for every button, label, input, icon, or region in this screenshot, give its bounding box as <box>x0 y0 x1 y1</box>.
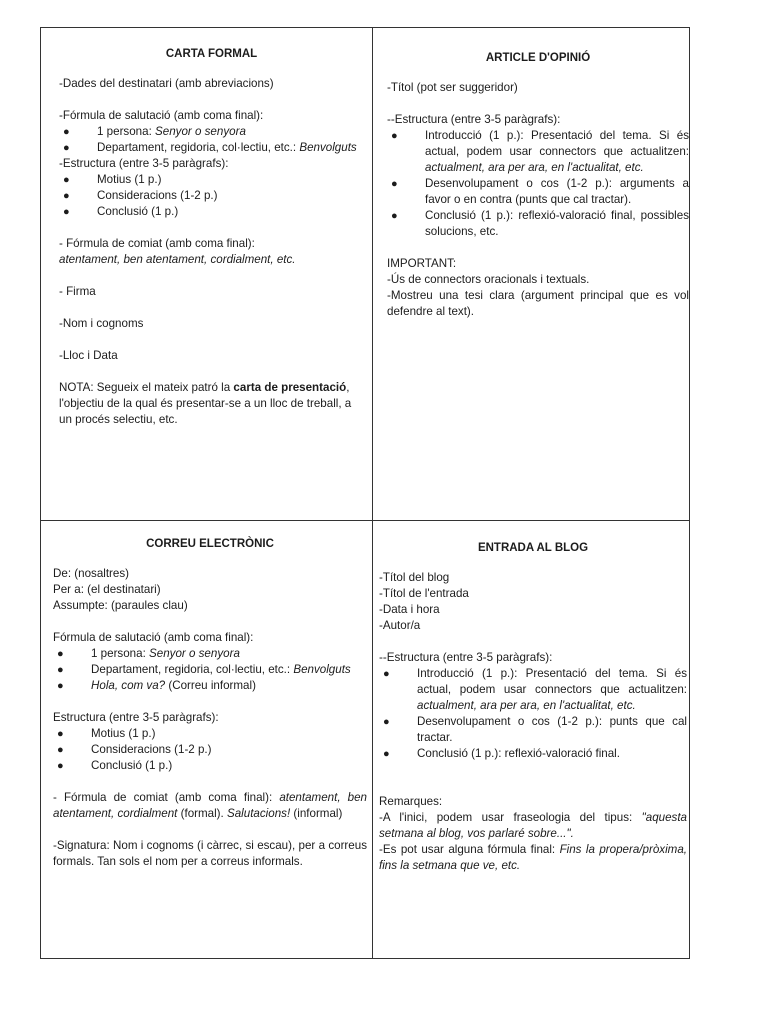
list-item: ● Consideracions (1-2 p.) <box>53 742 367 758</box>
formula-salutacio-label: Fórmula de salutació (amb coma final): <box>53 631 254 644</box>
titol-line: -Títol (pot ser suggeridor) <box>387 81 518 94</box>
comiat-paragraph: - Fórmula de comiat (amb coma final): atentament, ben atentament, cordialment (formal). Salutacions! (informal) <box>53 791 367 820</box>
remarques-label: Remarques: <box>379 795 443 808</box>
important-line: -Mostreu una tesi clara (argument principal que es vol defendre al text). <box>387 289 689 318</box>
list-item: ● Introducció (1 p.): Presentació del tema. Si és actual, podem usar connectors que actualitzen: actualment, ara per ara, en l'actualitat, etc. <box>379 666 687 714</box>
estructura-label: --Estructura (entre 3-5 paràgrafs): <box>379 651 553 664</box>
list-item: ● Introducció (1 p.): Presentació del tema. Si és actual, podem usar connectors que actualitzen: actualment, ara per ara, en l'actualitat, etc. <box>387 128 689 176</box>
entrada-blog-section <box>379 540 687 874</box>
comiat-examples: atentament, ben atentament, cordialment, etc. <box>59 253 296 266</box>
salutacio-list <box>59 124 364 156</box>
estructura-label: --Estructura (entre 3-5 paràgrafs): <box>387 113 561 126</box>
list-item: ● Hola, com va? (Correu informal) <box>53 678 367 694</box>
list-item: ● Conclusió (1 p.) <box>59 204 364 220</box>
comiat-label: - Fórmula de comiat (amb coma final): <box>59 237 255 250</box>
formula-salutacio-label: -Fórmula de salutació (amb coma final): <box>59 109 264 122</box>
per-line: Per a: (el destinatari) <box>53 583 161 596</box>
correu-electronic-section <box>53 536 367 870</box>
header-line: -Títol del blog <box>379 571 450 584</box>
estructura-list <box>53 726 367 774</box>
correu-electronic-title: CORREU ELECTRÒNIC <box>146 538 274 550</box>
document-sheet <box>40 27 690 959</box>
estructura-label: Estructura (entre 3-5 paràgrafs): <box>53 711 219 724</box>
carta-formal-section <box>59 46 364 428</box>
article-opinio-section <box>387 50 689 320</box>
nom-line: -Nom i cognoms <box>59 317 144 330</box>
list-item: ● Conclusió (1 p.): reflexió-valoració final. <box>379 746 687 762</box>
list-item: ● Consideracions (1-2 p.) <box>59 188 364 204</box>
header-line: -Autor/a <box>379 619 421 632</box>
vertical-divider <box>372 28 373 958</box>
list-item: ● Motius (1 p.) <box>59 172 364 188</box>
entrada-blog-title: ENTRADA AL BLOG <box>477 542 589 554</box>
de-line: De: (nosaltres) <box>53 567 130 580</box>
list-item: ● Desenvolupament o cos (1-2 p.): punts que cal tractar. <box>379 714 687 746</box>
list-item: ● Desenvolupament o cos (1-2 p.): arguments a favor o en contra (punts que cal tractar). <box>387 176 689 208</box>
header-line: -Títol de l'entrada <box>379 587 469 600</box>
firma-line: - Firma <box>59 285 96 298</box>
remarca-line: -Es pot usar alguna fórmula final: Fins la propera/pròxima, fins la setmana que ve, etc. <box>379 843 687 872</box>
important-line: -Ús de connectors oracionals i textuals. <box>387 273 590 286</box>
list-item: ● Departament, regidoria, col·lectiu, etc.: Benvolguts <box>53 662 367 678</box>
assumpte-line: Assumpte: (paraules clau) <box>53 599 188 612</box>
remarca-line: -A l'inici, podem usar fraseologia del tipus: "aquesta setmana al blog, vos parlaré sobre...". <box>379 811 687 840</box>
estructura-list <box>379 666 687 762</box>
article-opinio-title: ARTICLE D'OPINIÓ <box>485 52 591 64</box>
dades-line: -Dades del destinatari (amb abreviacions) <box>59 77 274 90</box>
salutacio-list <box>53 646 367 694</box>
list-item: ● Motius (1 p.) <box>53 726 367 742</box>
list-item: ● 1 persona: Senyor o senyora <box>53 646 367 662</box>
header-line: -Data i hora <box>379 603 440 616</box>
estructura-label: -Estructura (entre 3-5 paràgrafs): <box>59 157 229 170</box>
carta-formal-title: CARTA FORMAL <box>165 48 258 60</box>
nota-paragraph: NOTA: Segueix el mateix patró la carta de presentació, l'objectiu de la qual és presentar-se a un lloc de treball, a un procés selectiu, etc. <box>59 381 352 426</box>
horizontal-divider <box>41 520 689 521</box>
list-item: ● Departament, regidoria, col·lectiu, etc.: Benvolguts <box>59 140 364 156</box>
list-item: ● Conclusió (1 p.) <box>53 758 367 774</box>
estructura-list <box>59 172 364 220</box>
important-label: IMPORTANT: <box>387 257 457 270</box>
signatura-paragraph: -Signatura: Nom i cognoms (i càrrec, si escau), per a correus formals. Tan sols el nom per a correus informals. <box>53 839 367 868</box>
lloc-line: -Lloc i Data <box>59 349 118 362</box>
list-item: ● 1 persona: Senyor o senyora <box>59 124 364 140</box>
estructura-list <box>387 128 689 240</box>
list-item: ● Conclusió (1 p.): reflexió-valoració final, possibles solucions, etc. <box>387 208 689 240</box>
